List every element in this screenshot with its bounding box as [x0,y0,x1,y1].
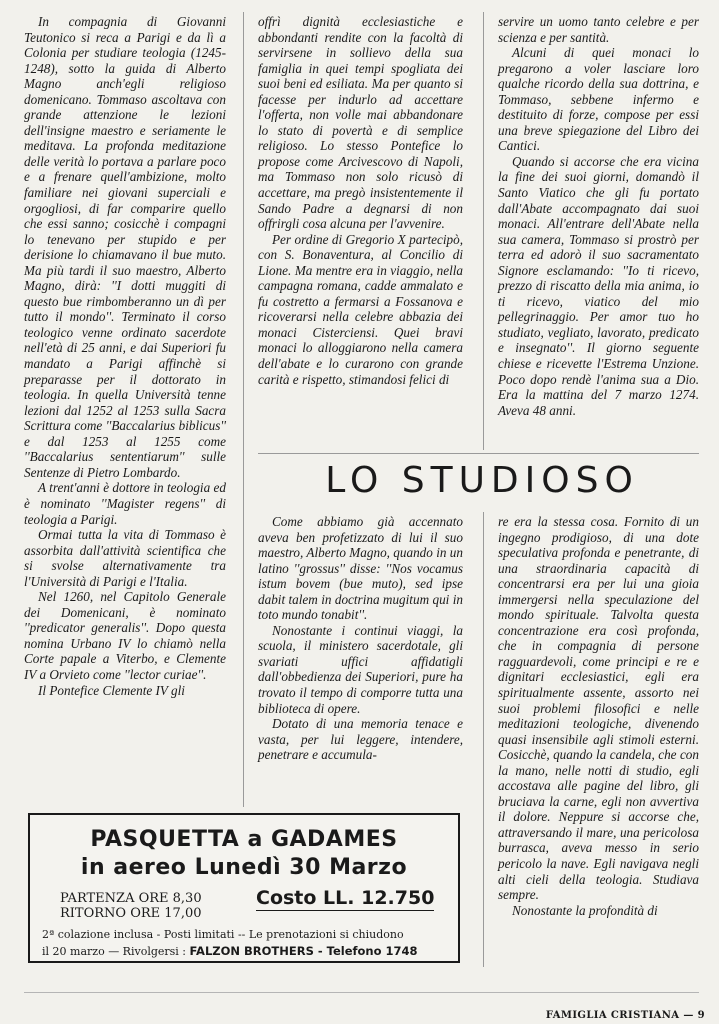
paragraph: A trent'anni è dottore in teologia ed è nominato ''Magister regens'' di teologia a Parigi. [24,480,226,527]
paragraph: Nonostante la profondità di [512,902,658,918]
departure-time: PARTENZA ORE 8,30 [60,891,202,906]
paragraph: In compagnia di Giovanni Teutonico si reca a Parigi e da lì a Colonia per studiare teologia (1245-1248), sotto la guida di Alberto Magno anch'egli religioso domenicano. Tommaso ascoltava con grande attenzione le lezioni dell'insigne maestro e seriamente le meditava. La profonda meditazione delle verità lo portava a parlare poco e a frenare quell'ambizione, molto familiare nei giovani superciali e orgogliosi, di far comparire quello che essi sanno; cosicchè i compagni lo tenevano per stupido e per derisione lo chiamavano il bue muto. Ma più tardi il suo maestro, Alberto Magno, dirà: ''I dotti muggiti di questo bue rimbomberanno un dì per tutto il mondo''. Terminato il corso teologico venne ordinato sacerdote nell'età di 25 anni, e dai Superiori fu mandato a Parigi affinchè si preparasse per il dottorato in teologia. In quella Università tenne lezioni dal 1252 al 1253 sulla Sacra Scrittura come ''Baccalarius biblicus'' e dal 1253 al 1255 come ''Baccalarius sententiarum'' sulle Sentenze di Pietro Lombardo. [24,14,226,480]
column-4 [258,514,463,763]
footer-rule [24,992,699,993]
column-divider [483,12,484,450]
ad-details-line [42,943,447,960]
ad-schedule [60,891,202,921]
paragraph: re era la stessa cosa. Fornito di un ingegno prodigioso, di una dote speculativa profonda e penetrante, di una straordinaria capacità di concentrarsi era per lui una gioia immergersi nella speculazione del mondo spirituale. Talvolta questa concentrazione era così profonda, che in compagnia di persone ragguardevoli, come principi e re e dignitari ecclesiastici, egli era spiritualmente assente, assorto nei suoi problemi filosofici e nelle meditazioni teologiche, divenendo quasi insensibile agli stimoli esterni. Cosicchè, quando la candela, che con la mano, nelle notti di studio, egli accostava alle pagine del libro, gli bruciava la carne, egli non avvertiva il dolore. Neppure si accorse che, attraversando il mare, una pericolosa burrasca, aveva messo in serio pericolo la nave. Egli navigava negli alti cieli della teologia. Studiava sempre. [498,514,699,903]
ad-contact-prefix: il 20 marzo — Rivolgersi : [42,945,187,958]
ad-details [42,927,447,960]
column-divider [483,512,484,967]
paragraph: Ormai tutta la vita di Tommaso è assorbita dall'attività scientifica che si svolse alternativamente tra l'Università di Parigi e l'Italia. [24,527,226,589]
column-2 [258,14,463,387]
column-divider [243,12,244,807]
ad-price: Costo LL. 12.750 [256,887,435,909]
column-5 [498,514,699,918]
ad-details-line: 2ª colazione inclusa - Posti limitati -- Le prenotazioni si chiudono [42,928,404,941]
paragraph: Nonostante i continui viaggi, la scuola, il ministero sacerdotale, gli svariati uffici affidatigli dall'obbedienza dei Superiori, pure ha trovato il tempo di comporre tutta una biblioteca di opere. [258,622,463,716]
paragraph: Alcuni di quei monaci lo pregarono a voler lasciare loro qualche ricordo della sua dottrina, e Tommaso, sebbene infermo e destituito di forze, compose per essi una breve spiegazione del Libro dei Cantici. [498,45,699,154]
ad-subtitle: in aereo Lunedì 30 Marzo [80,855,408,880]
column-3 [498,14,699,418]
ad-title: PASQUETTA a GADAMES [90,827,398,852]
paragraph: servire un uomo tanto celebre e per scienza e per santità. [498,14,699,45]
heading-rule [258,453,699,454]
paragraph: Dotato di una memoria tenace e vasta, per lui leggere, intendere, penetrare e accumula- [258,716,463,763]
paragraph: offrì dignità ecclesiastiche e abbondanti rendite con la facoltà di servirsene in sollievo della sua famiglia in quei tempi spogliata dei suoi beni ed esiliata. Ma per quanto si facesse per indurlo ad accettare l'offerta, non volle mai abbandonare lo stato di povertà e di semplice religioso. Lo stesso Pontefice lo propose come Arcivescovo di Napoli, ma Tommaso non solo ricusò di accettare, ma pregò insistentemente il Sando Padre a degnarsi di non offrirgli cosa alcuna per l'avvenire. [258,14,463,232]
ad-contact: FALZON BROTHERS - Telefono 1748 [189,944,418,958]
page-footer: FAMIGLIA CRISTIANA — 9 [545,1010,705,1021]
paragraph: Il Pontefice Clemente IV gli [38,682,185,698]
section-heading: LO STUDIOSO [325,460,639,501]
travel-advertisement [28,813,460,963]
paragraph: Nel 1260, nel Capitolo Generale dei Domenicani, è nominato ''predicator generalis''. Dopo questa nomina Urbano IV lo chiamò nella Corte papale a Viterbo, e Clemente IV a Orvieto come ''lector curiae''. [24,589,226,682]
paragraph: Quando si accorse che era vicina la fine dei suoi giorni, domandò il Santo Viatico che gli fu portato dall'Abate accompagnato dai suoi monaci. All'entrare dell'Abate nella sua camera, Tommaso si prostrò per terra ed adorò il suo sacramentato Signore esclamando: ''Io ti ricevo, prezzo di riscatto della mia anima, io ti ricevo, viatico del mio pellegrinaggio. Per amor tuo ho studiato, vegliato, lavorato, predicato e insegnato''. Il giorno seguente chiese e ricevette l'Estrema Unzione. Poco dopo rendè l'anima sua a Dio. Era la mattina del 7 marzo 1274. Aveva 48 anni. [498,153,699,418]
paragraph: Come abbiamo già accennato aveva ben profetizzato di lui il suo maestro, Alberto Magno, quando in un latino ''grossus'' disse: ''Nos vocamus istum bovem (bue muto), sed ipse dabit talem in doctrina mugitum qui in toto mundo tonabit''. [258,514,463,623]
paragraph: Per ordine di Gregorio X partecipò, con S. Bonaventura, al Concilio di Lione. Ma mentre era in viaggio, nella campagna romana, cadde ammalato e fu costretto a fermarsi a Fossanova e ricoverarsi nella celebre abbazia dei monaci Cisterciensi. Quei bravi monaci lo alloggiarono nella camera dell'abate e lo curarono con grande carità e rispetto, stimandosi felici di [258,231,463,387]
return-time: RITORNO ORE 17,00 [60,906,202,921]
column-1 [24,14,226,698]
